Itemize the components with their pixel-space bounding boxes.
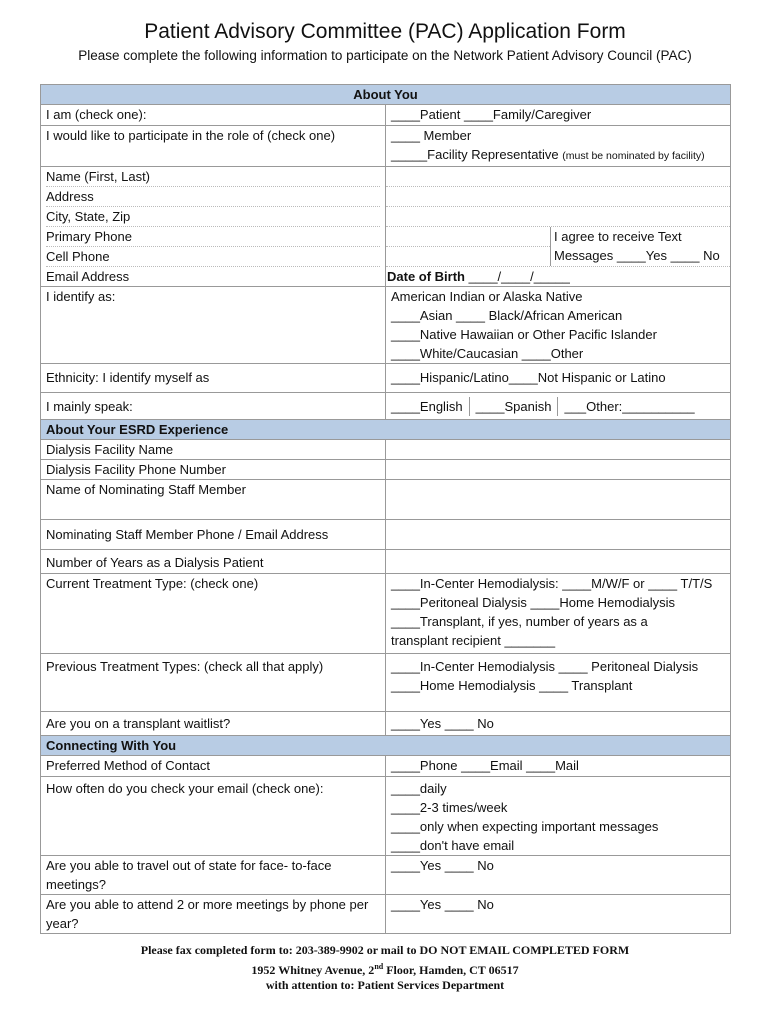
previous-treatment-label: Previous Treatment Types: (check all that apply) — [41, 654, 386, 712]
role-facility-text: _____Facility Representative — [391, 147, 559, 162]
speak-label: I mainly speak: — [41, 393, 386, 420]
footer-instructions — [0, 943, 770, 994]
waitlist-field[interactable]: ____Yes ____ No — [386, 712, 731, 736]
nominating-field[interactable] — [386, 480, 731, 520]
role-field[interactable] — [386, 126, 731, 167]
city-field[interactable] — [386, 207, 730, 227]
footer-line-3: with attention to: Patient Services Department — [265, 978, 505, 992]
previous-treatment-options[interactable] — [386, 654, 731, 712]
ethnicity-label: Ethnicity: I identify myself as — [41, 364, 386, 393]
name-label: Name (First, Last) — [46, 167, 380, 187]
footer-line-2a: 1952 Whitney Avenue, 2 — [251, 962, 375, 977]
travel-label: Are you able to travel out of state for face- to-face meetings? — [41, 856, 386, 895]
phone-fields[interactable] — [386, 227, 551, 266]
identify-label: I identify as: — [41, 287, 386, 364]
email-frequency-options[interactable] — [386, 777, 731, 856]
footer-line-2-sup: nd — [374, 961, 384, 971]
current-option-4[interactable]: transplant recipient _______ — [391, 633, 556, 648]
role-facility-option[interactable] — [391, 145, 725, 166]
footer-line-2 — [0, 959, 770, 979]
page-title: Patient Advisory Committee (PAC) Application Form — [144, 20, 626, 43]
section-heading-about-you: About You — [41, 85, 731, 105]
i-am-label: I am (check one): — [41, 105, 386, 126]
role-label: I would like to participate in the role of (check one) — [41, 126, 386, 167]
identify-option-1[interactable]: American Indian or Alaska Native — [391, 289, 583, 304]
dob-label: Date of Birth — [387, 269, 465, 284]
page-subtitle: Please complete the following information to participate on the Network Patient Advisory Council (PAC) — [78, 48, 692, 63]
email-label: Email Address — [46, 269, 130, 284]
identify-option-4[interactable]: ____White/Caucasian ____Other — [391, 346, 584, 361]
speak-english-option[interactable]: ____English — [391, 397, 470, 416]
address-field[interactable] — [386, 187, 730, 207]
email-frequency-option-1[interactable]: ____daily — [391, 781, 447, 796]
current-option-2[interactable]: ____Peritoneal Dialysis ____Home Hemodialysis — [391, 595, 675, 610]
name-field[interactable] — [386, 167, 730, 187]
footer-line-1: Please fax completed form to: 203-389-9902 or mail to DO NOT EMAIL COMPLETED FORM — [140, 943, 630, 957]
facility-phone-label: Dialysis Facility Phone Number — [41, 460, 386, 480]
email-frequency-option-2[interactable]: ____2-3 times/week — [391, 800, 508, 815]
identify-option-2[interactable]: ____Asian ____ Black/African American — [391, 308, 623, 323]
primary-phone-field[interactable] — [386, 227, 550, 247]
speak-other-option[interactable]: ___Other:__________ — [564, 399, 695, 414]
email-frequency-option-3[interactable]: ____only when expecting important messages — [391, 819, 659, 834]
section-heading-esrd: About Your ESRD Experience — [41, 420, 731, 440]
email-frequency-option-4[interactable]: ____don't have email — [391, 838, 515, 853]
current-treatment-label: Current Treatment Type: (check one) — [41, 574, 386, 654]
section-heading-connecting: Connecting With You — [41, 736, 731, 756]
contact-fields[interactable] — [386, 167, 731, 287]
contact-labels — [41, 167, 386, 287]
dob-field[interactable] — [386, 267, 730, 286]
footer-line-2b: Floor, Hamden, CT 06517 — [383, 962, 519, 977]
speak-spanish-option[interactable]: ____Spanish — [476, 397, 559, 416]
identify-option-3[interactable]: ____Native Hawaiian or Other Pacific Islander — [391, 327, 657, 342]
address-label: Address — [46, 187, 380, 207]
i-am-field[interactable]: ____Patient ____Family/Caregiver — [386, 105, 731, 126]
facility-phone-field[interactable] — [386, 460, 731, 480]
facility-name-label: Dialysis Facility Name — [41, 440, 386, 460]
cell-phone-label: Cell Phone — [46, 247, 380, 267]
text-agree-line2[interactable]: Messages ____Yes ____ No — [554, 248, 720, 263]
nominating-contact-field[interactable] — [386, 520, 731, 550]
ethnicity-field[interactable]: ____Hispanic/Latino____Not Hispanic or Latino — [386, 364, 731, 393]
dob-value[interactable]: ____/____/_____ — [468, 269, 570, 284]
years-label: Number of Years as a Dialysis Patient — [41, 550, 386, 574]
role-member-option[interactable]: ____ Member — [391, 128, 472, 143]
waitlist-label: Are you on a transplant waitlist? — [41, 712, 386, 736]
facility-name-field[interactable] — [386, 440, 731, 460]
current-option-1[interactable]: ____In-Center Hemodialysis: ____M/W/F or ____ T/T/S — [391, 576, 713, 591]
city-label: City, State, Zip — [46, 207, 380, 227]
contact-method-label: Preferred Method of Contact — [41, 756, 386, 777]
contact-method-field[interactable]: ____Phone ____Email ____Mail — [386, 756, 731, 777]
text-agree-line1: I agree to receive Text — [554, 229, 682, 244]
current-option-3[interactable]: ____Transplant, if yes, number of years as a — [391, 614, 648, 629]
previous-option-1[interactable]: ____In-Center Hemodialysis ____ Peritoneal Dialysis — [391, 659, 699, 674]
role-facility-note: (must be nominated by facility) — [562, 150, 705, 162]
application-form-table — [40, 84, 731, 934]
identify-options[interactable] — [386, 287, 731, 364]
phone-meetings-label: Are you able to attend 2 or more meetings by phone per year? — [41, 895, 386, 934]
nominating-label: Name of Nominating Staff Member — [41, 480, 386, 520]
previous-option-2[interactable]: ____Home Hemodialysis ____ Transplant — [391, 678, 633, 693]
primary-phone-label: Primary Phone — [46, 227, 380, 247]
nominating-contact-label: Nominating Staff Member Phone / Email Address — [41, 520, 386, 550]
current-treatment-options[interactable] — [386, 574, 731, 654]
years-field[interactable] — [386, 550, 731, 574]
cell-phone-field[interactable] — [386, 247, 550, 266]
text-agree-box[interactable] — [551, 227, 730, 266]
travel-field[interactable]: ____Yes ____ No — [386, 856, 731, 895]
email-frequency-label: How often do you check your email (check one): — [41, 777, 386, 856]
phone-meetings-field[interactable]: ____Yes ____ No — [386, 895, 731, 934]
speak-field[interactable] — [386, 393, 731, 420]
